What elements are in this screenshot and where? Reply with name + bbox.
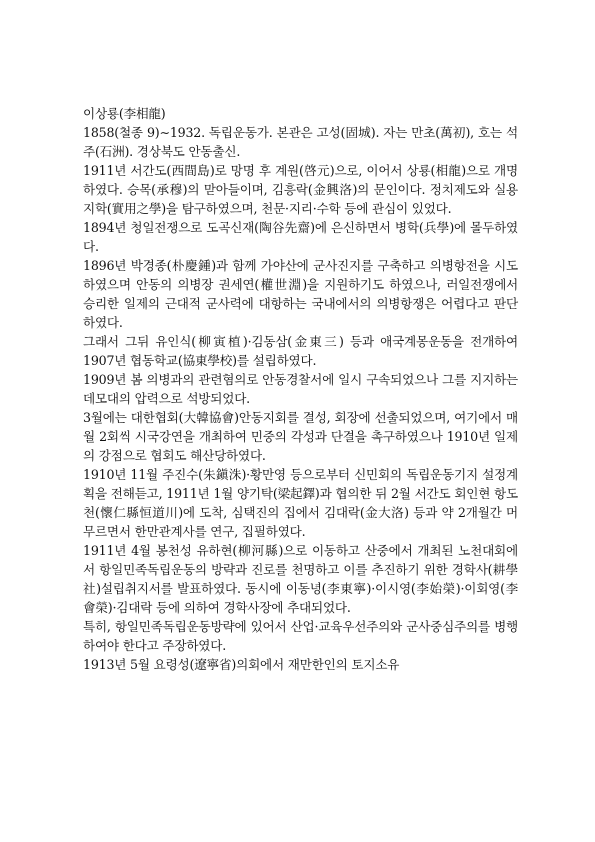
paragraph: 1913년 5월 요령성(遼寧省)의회에서 재만한인의 토지소유 [83,657,400,672]
paragraph: 1910년 11월 주진수(朱鎭洙)·황만영 등으로부터 신민회의 독립운동기지 설정계획을 전해듣고, 1911년 1월 양기탁(梁起鐸)과 협의한 뒤 2월 서간도 회인현 항도천(懷仁縣恒道川)에 도착, 심택진의 집에서 김대락(金大洛) 등과 약 2개월간 머무르면서 한만관계사를 연구, 집필하였다. [83,467,518,539]
document-body [83,104,518,674]
paragraph: 1911년 4월 봉천성 유하현(柳河縣)으로 이동하고 산중에서 개최된 노천대회에서 항일민족독립운동의 방략과 진로를 천명하고 이를 추진하기 위한 경학사(耕學社)설립취지서를 발표하였다. 동시에 이동녕(李東寧)·이시영(李始榮)·이회영(李會榮)·김대락 등에 의하여 경학사장에 추대되었다. [83,543,518,615]
paragraph: 1858(철종 9)∼1932. 독립운동가. 본관은 고성(固城). 자는 만초(萬初), 호는 석주(石洲). 경상북도 안동출신. [83,125,518,159]
paragraph: 1909년 봄 의병과의 관련혐의로 안동경찰서에 일시 구속되었으나 그를 지지하는 데모대의 압력으로 석방되었다. [83,372,518,406]
paragraph: 1894년 청일전쟁으로 도곡신재(陶谷先齋)에 은신하면서 병학(兵學)에 몰두하였다. [83,220,518,254]
article-title: 이상룡(李相龍) [83,106,166,121]
paragraph: 3월에는 대한협회(大韓協會)안동지회를 결성, 회장에 선출되었으며, 여기에서 매월 2회씩 시국강연을 개최하여 민중의 각성과 단결을 촉구하였으나 1910년 일제의 강점으로 협회도 해산당하였다. [83,410,518,463]
paragraph: 1911년 서간도(西間島)로 망명 후 계원(啓元)으로, 이어서 상룡(相龍)으로 개명하였다. 승목(承穆)의 맏아들이며, 김흥락(金興洛)의 문인이다. 정치제도와 실용지학(實用之學)을 탐구하였으며, 천문·지리·수학 등에 관심이 있었다. [83,163,518,216]
paragraph: 특히, 항일민족독립운동방략에 있어서 산업·교육우선주의와 군사중심주의를 병행하여야 한다고 주장하였다. [83,619,518,653]
paragraph: 1896년 박경종(朴慶鍾)과 함께 가야산에 군사진지를 구축하고 의병항전을 시도하였으며 안동의 의병장 권세연(權世淵)을 지원하기도 하였으나, 러일전쟁에서 승리한 일제의 근대적 군사력에 대항하는 국내에서의 의병항쟁은 어렵다고 판단하였다. [83,258,518,330]
paragraph: 그래서 그뒤 유인식(柳寅植)·김동삼(金東三) 등과 애국계몽운동을 전개하여 1907년 협동학교(協東學校)를 설립하였다. [83,334,518,368]
